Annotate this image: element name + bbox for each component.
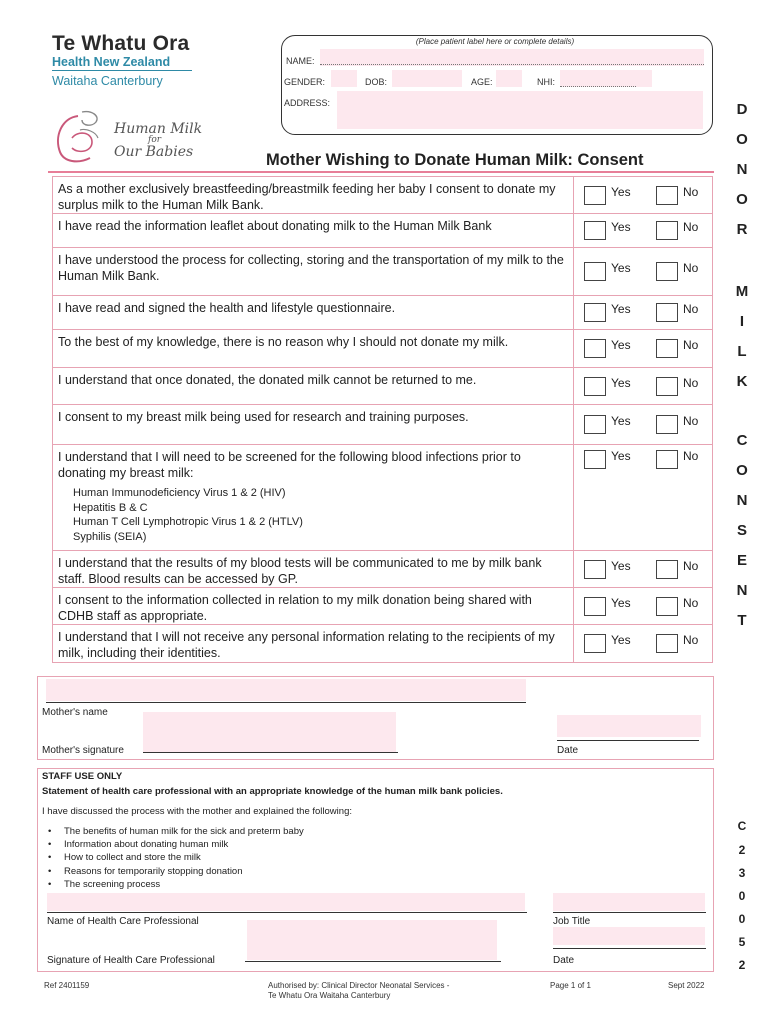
column-divider (573, 405, 574, 444)
no-label: No (683, 220, 699, 234)
no-checkbox[interactable] (656, 339, 678, 358)
yes-label: Yes (611, 338, 631, 352)
consent-statement: I understand that once donated, the donated milk cannot be returned to me. (58, 373, 477, 387)
consent-statement: I have understood the process for collecting, storing and the transportation of my milk to the Human Milk Bank. (58, 253, 564, 283)
no-checkbox[interactable] (656, 560, 678, 579)
patient-label-note: (Place patient label here or complete details) (415, 37, 575, 46)
side-title-letter: N (736, 161, 748, 178)
no-label: No (683, 338, 699, 352)
side-title-letter: S (736, 522, 747, 539)
job-title-line (553, 912, 706, 913)
screening-item: Hepatitis B & C (73, 501, 148, 514)
mothers-name-label: Mother's name (42, 707, 108, 718)
org-subtitle: Health New Zealand (52, 55, 171, 69)
yes-checkbox[interactable] (584, 415, 606, 434)
no-checkbox[interactable] (656, 186, 678, 205)
consent-statement: I understand that I will not receive any personal information relating to the recipients of my milk, including their identities. (58, 630, 555, 660)
no-label: No (683, 414, 699, 428)
hcp-name-label: Name of Health Care Professional (47, 916, 199, 927)
consent-row (52, 248, 713, 296)
consent-row (52, 625, 713, 663)
yes-checkbox[interactable] (584, 450, 606, 469)
gender-field[interactable] (331, 70, 357, 87)
staff-discussed: I have discussed the process with the mother and explained the following: (42, 806, 352, 817)
side-code-character: 2 (738, 958, 746, 972)
yes-checkbox[interactable] (584, 634, 606, 653)
staff-bullet-list (48, 825, 304, 891)
consent-statement: I have read and signed the health and lifestyle questionnaire. (58, 301, 396, 315)
no-label: No (683, 559, 699, 573)
hcp-signature-line (245, 961, 501, 962)
yes-checkbox[interactable] (584, 560, 606, 579)
side-code-character: 5 (738, 935, 746, 949)
side-title-letter: M (735, 283, 749, 300)
consent-statement: To the best of my knowledge, there is no reason why I should not donate my milk. (58, 335, 509, 349)
side-code-character: C (737, 819, 747, 833)
org-divider (52, 70, 192, 71)
mothers-signature-label: Mother's signature (42, 745, 124, 756)
mother-date-label: Date (557, 745, 579, 756)
age-field[interactable] (496, 70, 522, 87)
age-label: AGE: (471, 77, 493, 87)
no-label: No (683, 302, 699, 316)
job-title-label: Job Title (553, 916, 591, 927)
consent-row (52, 368, 713, 405)
consent-statement: As a mother exclusively breastfeeding/breastmilk feeding her baby I consent to donate my surplus milk to the Human Milk Bank. (58, 182, 556, 212)
side-title-letter: O (736, 131, 748, 148)
no-checkbox[interactable] (656, 377, 678, 396)
consent-row (52, 296, 713, 330)
answer-group (584, 262, 712, 296)
side-title-letter: D (736, 101, 748, 118)
org-region: Waitaha Canterbury (52, 74, 163, 88)
mother-date-line (557, 740, 699, 741)
consent-row (52, 588, 713, 625)
no-checkbox[interactable] (656, 303, 678, 322)
side-title-letter: N (736, 492, 748, 509)
mothers-signature-line (143, 752, 398, 753)
mothers-signature-field[interactable] (143, 712, 396, 752)
answer-group (584, 450, 712, 484)
staff-bullet-item: • Information about donating human milk (48, 838, 304, 851)
column-divider (573, 296, 574, 329)
name-label: NAME: (286, 56, 315, 66)
nhi-field[interactable] (560, 70, 652, 87)
no-label: No (683, 449, 699, 463)
consent-statement: I have read the information leaflet about donating milk to the Human Milk Bank (58, 219, 492, 233)
no-label: No (683, 633, 699, 647)
consent-row (52, 330, 713, 368)
side-code-character: 2 (738, 843, 746, 857)
yes-label: Yes (611, 376, 631, 390)
screening-item: Human T Cell Lymphotropic Virus 1 & 2 (HTLV) (73, 516, 303, 528)
yes-checkbox[interactable] (584, 221, 606, 240)
no-checkbox[interactable] (656, 450, 678, 469)
side-title-letter: C (736, 432, 748, 449)
column-divider (573, 588, 574, 624)
no-label: No (683, 596, 699, 610)
nhi-label: NHI: (537, 77, 555, 87)
no-checkbox[interactable] (656, 262, 678, 281)
consent-row (52, 551, 713, 588)
no-checkbox[interactable] (656, 597, 678, 616)
yes-label: Yes (611, 414, 631, 428)
no-label: No (683, 185, 699, 199)
column-divider (573, 214, 574, 247)
side-code-character: 0 (738, 889, 746, 903)
yes-checkbox[interactable] (584, 303, 606, 322)
yes-checkbox[interactable] (584, 339, 606, 358)
yes-checkbox[interactable] (584, 186, 606, 205)
footer-authorised: Authorised by: Clinical Director Neonatal Services - (268, 981, 450, 990)
yes-label: Yes (611, 302, 631, 316)
no-checkbox[interactable] (656, 221, 678, 240)
staff-date-label: Date (553, 955, 575, 966)
consent-row (52, 177, 713, 214)
staff-bullet-item: • The benefits of human milk for the sick and preterm baby (48, 825, 304, 838)
screening-list (73, 486, 303, 544)
consent-row (52, 445, 713, 551)
hcp-name-field[interactable] (47, 893, 525, 911)
column-divider (573, 551, 574, 587)
side-title-letter: I (739, 313, 745, 330)
answer-group (584, 634, 712, 668)
form-title: Mother Wishing to Donate Human Milk: Consent (266, 151, 644, 169)
footer-page: Page 1 of 1 (550, 981, 591, 990)
side-vertical-title (733, 0, 751, 1024)
yes-label: Yes (611, 261, 631, 275)
no-checkbox[interactable] (656, 415, 678, 434)
no-label: No (683, 376, 699, 390)
answer-group (584, 415, 712, 449)
no-checkbox[interactable] (656, 634, 678, 653)
dob-label: DOB: (365, 77, 388, 87)
staff-statement: Statement of health care professional with an appropriate knowledge of the human milk bank policies. (42, 786, 503, 797)
logo-text-line2: Our Babies (114, 144, 194, 160)
side-title-letter: O (736, 462, 748, 479)
staff-date-line (553, 948, 706, 949)
footer-date: Sept 2022 (668, 981, 705, 990)
hcp-name-line (47, 912, 527, 913)
yes-checkbox[interactable] (584, 262, 606, 281)
hcp-signature-label: Signature of Health Care Professional (47, 955, 215, 966)
staff-date-field[interactable] (553, 927, 705, 945)
yes-label: Yes (611, 220, 631, 234)
yes-checkbox[interactable] (584, 597, 606, 616)
consent-table (52, 176, 713, 663)
footer-authorised-org: Te Whatu Ora Waitaha Canterbury (268, 991, 391, 1000)
side-title-letter: R (736, 221, 748, 238)
consent-statement: I understand that I will need to be screened for the following blood infections prior to donating my breast milk: (58, 450, 521, 480)
footer-ref: Ref 2401159 (44, 981, 90, 990)
side-title-letter: E (736, 552, 747, 569)
side-title-letter: L (737, 343, 747, 360)
staff-bullet-item: • Reasons for temporarily stopping donation (48, 865, 304, 878)
screening-item: Human Immunodeficiency Virus 1 & 2 (HIV) (73, 487, 286, 499)
column-divider (573, 248, 574, 295)
side-title-letter: T (737, 612, 747, 629)
consent-statement: I consent to the information collected in relation to my milk donation being shared with CDHB staff as appropriate. (58, 593, 532, 623)
name-dotted-line (320, 64, 704, 65)
mothers-name-line (46, 702, 526, 703)
yes-label: Yes (611, 559, 631, 573)
column-divider (573, 330, 574, 367)
no-label: No (683, 261, 699, 275)
yes-label: Yes (611, 449, 631, 463)
consent-row (52, 405, 713, 445)
consent-statement: I consent to my breast milk being used for research and training purposes. (58, 410, 469, 424)
title-underline (48, 171, 714, 173)
yes-label: Yes (611, 596, 631, 610)
hcp-signature-field[interactable] (247, 920, 497, 960)
staff-bullet-item: • How to collect and store the milk (48, 851, 304, 864)
address-field[interactable] (337, 91, 703, 129)
side-title-letter: O (736, 191, 748, 208)
logo-text-line1: Human Milk (114, 121, 203, 137)
org-name: Te Whatu Ora (52, 32, 190, 55)
side-title-letter: K (736, 373, 748, 390)
side-code-character: 3 (738, 866, 746, 880)
column-divider (573, 177, 574, 213)
side-title-letter: N (736, 582, 748, 599)
mother-date-field[interactable] (557, 715, 701, 737)
consent-statement: I understand that the results of my blood tests will be communicated to me by milk bank staff. Blood results can be accessed by GP. (58, 556, 542, 586)
column-divider (573, 368, 574, 404)
column-divider (573, 625, 574, 662)
nhi-dotted-line (560, 86, 636, 87)
screening-item: Syphilis (SEIA) (73, 530, 147, 543)
mothers-name-field[interactable] (46, 679, 526, 701)
yes-label: Yes (611, 185, 631, 199)
job-title-field[interactable] (553, 893, 705, 911)
staff-bullet-item: • The screening process (48, 878, 304, 891)
yes-checkbox[interactable] (584, 377, 606, 396)
logo-text-for: for (148, 135, 162, 145)
staff-heading: STAFF USE ONLY (42, 771, 123, 782)
yes-label: Yes (611, 633, 631, 647)
dob-field[interactable] (392, 70, 462, 87)
consent-row (52, 214, 713, 248)
column-divider (573, 445, 574, 550)
gender-label: GENDER: (284, 77, 326, 87)
address-label: ADDRESS: (284, 98, 331, 108)
side-code-character: 0 (738, 912, 746, 926)
